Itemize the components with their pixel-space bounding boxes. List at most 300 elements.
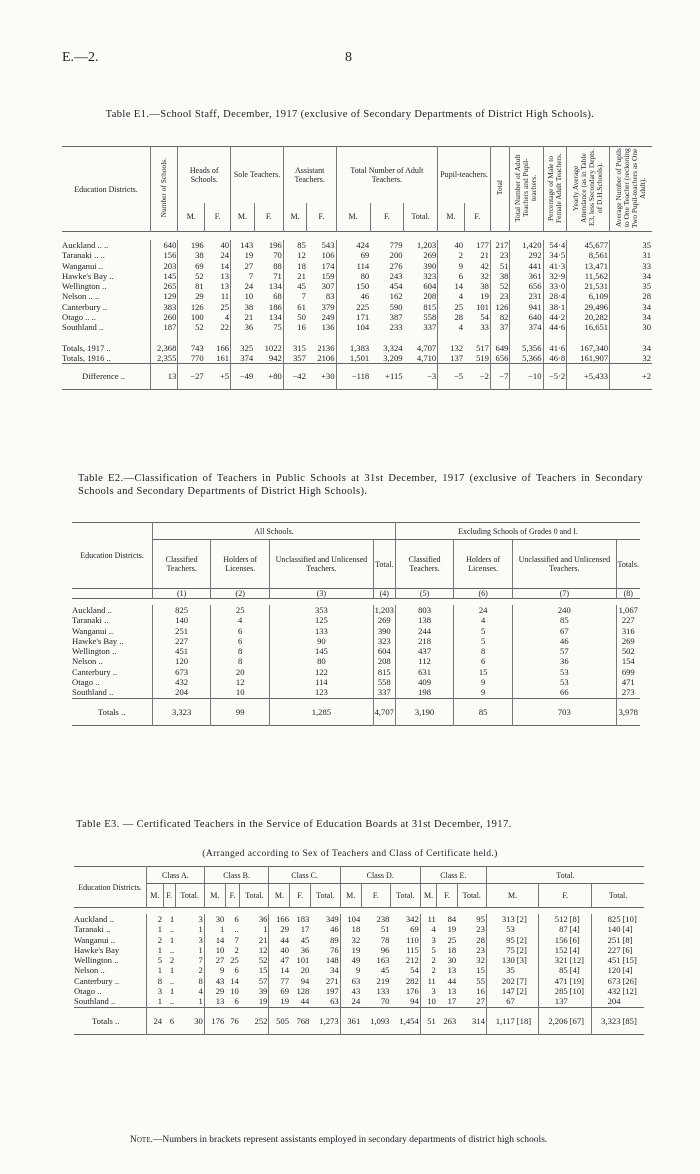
value-cell: 197 — [310, 986, 340, 996]
district-name: Taranaki — [72, 615, 102, 626]
value-cell: 33·0 — [543, 281, 567, 291]
value-cell: +115 — [385, 371, 403, 382]
e1-sub-m: M. — [336, 203, 370, 232]
bracket-cell: [2] — [516, 914, 539, 924]
value-cell: 942 — [254, 353, 283, 364]
value-cell: 361 — [510, 271, 543, 281]
value-cell: 54 — [464, 312, 490, 322]
value-cell: 45 — [380, 965, 390, 976]
value-cell: 21 — [240, 935, 269, 945]
value-cell: 432 — [153, 677, 211, 687]
district-name: Wellington — [74, 955, 112, 966]
district-name: Canterbury — [74, 975, 113, 986]
value-cell: 67 — [506, 996, 515, 1007]
value-cell: 1 — [175, 996, 204, 1007]
value-cell: 29 — [215, 986, 225, 997]
value-cell: 5 — [454, 626, 513, 636]
e3-sub-total: Total. — [175, 884, 204, 908]
value-cell: 558 — [373, 677, 395, 687]
e1-sub-m: M. — [231, 203, 255, 232]
table-row — [62, 250, 652, 260]
value-cell: 136 — [307, 322, 336, 332]
value-cell: 46 — [310, 924, 340, 934]
value-cell: 44 — [447, 975, 457, 986]
value-cell: 17 — [447, 996, 457, 1007]
value-cell: 1,117 — [495, 1015, 515, 1026]
value-cell: 34 — [642, 342, 651, 353]
value-cell: 67 — [513, 626, 616, 636]
e2-col-unclassified-excl: Unclassified and Unlicensed Teachers. — [513, 540, 616, 589]
value-cell: 451 — [607, 955, 621, 966]
leader-dots: .. — [110, 934, 116, 945]
value-cell: 1 — [169, 934, 175, 945]
value-cell: 156 — [151, 250, 178, 260]
value-cell: 4,707 — [404, 333, 438, 353]
value-cell: 1 — [157, 965, 163, 976]
value-cell: 517 — [464, 333, 490, 353]
e1-col-pupil: Pupil-teachers. — [438, 147, 491, 203]
value-cell: 204 — [607, 996, 621, 1007]
value-cell: −42 — [292, 371, 306, 382]
value-cell: 69 — [390, 924, 420, 934]
table-row — [72, 656, 640, 666]
value-cell: 148 — [310, 955, 340, 965]
value-cell: 176 — [211, 1015, 225, 1026]
bracket-cell: [15] — [622, 955, 637, 966]
value-cell: 14 — [215, 934, 225, 945]
district-cell — [74, 945, 147, 955]
value-cell: 5,356 — [510, 333, 543, 353]
value-cell: 167,340 — [567, 333, 610, 353]
e1-sub-total: Total. — [404, 203, 438, 232]
value-cell: 150 — [356, 281, 370, 292]
table-row — [74, 924, 644, 934]
value-cell: 505 — [276, 1015, 289, 1026]
value-cell: 41·3 — [543, 261, 567, 271]
value-cell: 243 — [389, 270, 403, 281]
value-cell: 779 — [389, 240, 403, 250]
value-cell: 171 — [356, 312, 370, 323]
district-cell — [74, 986, 147, 996]
bracket-cell: [12] — [569, 955, 592, 965]
value-cell: 54·4 — [543, 240, 567, 250]
value-cell: 32 — [464, 271, 490, 281]
leader-dots: .. — [114, 975, 120, 986]
e1-sub-f: F. — [307, 203, 336, 232]
leader-dots: .. — [109, 270, 114, 281]
e3-sub-m: M. — [204, 884, 225, 908]
e1-col-adult: Total Number of Adult Teachers. — [336, 147, 438, 203]
value-cell: 29 — [280, 924, 289, 935]
value-cell: 75 — [506, 944, 515, 955]
value-cell: 28 — [642, 291, 651, 302]
district-cell — [62, 364, 151, 389]
value-cell: 454 — [389, 281, 403, 292]
value-cell: 28 — [457, 935, 486, 945]
e1-col-schools: Number of Schools. — [159, 158, 169, 218]
value-cell: 590 — [389, 301, 403, 312]
value-cell: 251 — [153, 626, 211, 636]
leader-dots: .. — [106, 342, 111, 353]
value-cell: 21 — [464, 250, 490, 260]
bracket-cell: [8] — [622, 934, 633, 945]
district-cell — [74, 914, 147, 924]
value-cell: 156 — [554, 934, 568, 945]
value-cell: 233 — [389, 322, 403, 333]
district-name: Nelson — [72, 656, 97, 667]
value-cell: 2 — [157, 934, 163, 945]
value-cell: 212 — [390, 955, 420, 965]
value-cell: 315 — [292, 342, 306, 353]
value-cell: 471 — [554, 975, 568, 986]
value-cell: 82 — [490, 312, 509, 322]
value-cell: 2 — [157, 914, 163, 924]
e3-col-class: Class A. — [147, 867, 205, 884]
district-name: Wanganui — [62, 260, 97, 271]
value-cell: 25 — [211, 605, 270, 615]
value-cell: 99 — [211, 698, 270, 725]
e3-col-class: Class C. — [269, 867, 340, 884]
value-cell: 114 — [356, 260, 370, 271]
district-cell — [62, 302, 151, 312]
value-cell: 104 — [347, 914, 361, 924]
value-cell: 9 — [454, 687, 513, 698]
value-cell: 51 — [490, 261, 509, 271]
value-cell: 208 — [373, 656, 395, 666]
value-cell: 6 — [169, 1015, 175, 1026]
value-cell: 3,323 — [601, 1015, 621, 1026]
value-cell: 7 — [248, 270, 254, 281]
value-cell: 75 — [254, 322, 283, 332]
value-cell: 314 — [457, 1007, 486, 1034]
value-cell: 133 — [270, 626, 373, 636]
table-e3-caption: Table E3. — Certificated Teachers in the Service of Education Boards at 31st December, 1917. — [76, 819, 512, 830]
value-cell: 69 — [280, 986, 289, 997]
e2-col-holders: Holders of Licenses. — [211, 540, 270, 589]
table-row — [62, 271, 652, 281]
column-number: (1) — [153, 589, 211, 599]
district-cell — [74, 965, 147, 975]
value-cell: 51 — [427, 1015, 436, 1026]
value-cell: 50 — [297, 312, 306, 323]
value-cell: 61 — [297, 301, 306, 312]
value-cell: 19 — [280, 996, 289, 1007]
value-cell: 162 — [389, 291, 403, 302]
district-cell — [74, 976, 147, 986]
leader-dots: .. — [99, 322, 104, 333]
value-cell: 44·6 — [543, 322, 567, 332]
district-name: Totals — [98, 706, 119, 717]
value-cell: 383 — [151, 302, 178, 312]
value-cell: 47 — [280, 955, 289, 966]
value-cell: 1 — [240, 924, 269, 934]
value-cell: 11 — [205, 291, 231, 301]
value-cell: 19 — [244, 250, 254, 261]
value-cell: 69 — [360, 250, 370, 261]
value-cell: 4 — [454, 615, 513, 625]
value-cell: 19 — [351, 944, 361, 955]
value-cell: 46 — [360, 291, 370, 302]
value-cell: 502 — [621, 646, 635, 657]
value-cell: −27 — [190, 371, 204, 382]
district-cell — [62, 240, 151, 250]
value-cell: 316 — [621, 625, 635, 636]
value-cell: 5,366 — [510, 353, 543, 364]
value-cell: 673 — [153, 667, 211, 677]
value-cell: 22 — [205, 322, 231, 332]
value-cell: 57 — [240, 976, 269, 986]
column-number: (5) — [395, 589, 453, 599]
leader-dots: .. — [108, 625, 114, 636]
leader-dots: .. — [106, 352, 111, 363]
value-cell: 152 — [554, 944, 568, 955]
value-cell: −10 — [510, 364, 543, 389]
bracket-cell: [2] — [516, 945, 539, 955]
value-cell: 656 — [490, 353, 509, 364]
value-cell: 114 — [270, 677, 373, 687]
value-cell: 138 — [395, 615, 453, 625]
value-cell: 35 — [642, 281, 651, 292]
value-cell: .. — [169, 975, 175, 986]
value-cell: 29 — [195, 291, 204, 302]
value-cell: 649 — [490, 333, 509, 353]
value-cell: 307 — [307, 281, 336, 291]
district-cell — [62, 312, 151, 322]
value-cell: 57 — [513, 646, 616, 656]
value-cell: 123 — [270, 687, 373, 698]
value-cell: 35 — [506, 965, 515, 976]
value-cell: 3 — [431, 934, 436, 945]
district-name: Southland — [62, 322, 97, 333]
bracket-cell: [6] — [569, 935, 592, 945]
leader-dots: .. — [119, 635, 124, 646]
table-row — [74, 945, 644, 955]
value-cell: 176 — [390, 986, 420, 996]
e1-sub-f: F. — [254, 203, 283, 232]
value-cell: 19 — [447, 924, 457, 935]
value-cell: 95 — [457, 914, 486, 924]
bracket-cell: [26] — [622, 975, 637, 986]
value-cell: 7 — [301, 291, 306, 302]
table-row — [74, 965, 644, 975]
value-cell: 196 — [190, 240, 204, 250]
district-cell — [74, 924, 147, 934]
value-cell: 519 — [464, 353, 490, 364]
value-cell: 80 — [360, 270, 370, 281]
leader-dots: .. — [106, 924, 111, 935]
value-cell: 374 — [240, 352, 254, 363]
value-cell: 19 — [240, 996, 269, 1007]
e1-col-district: Education Districts. — [62, 147, 151, 232]
district-cell — [62, 322, 151, 332]
district-name: Southland — [74, 996, 109, 1007]
value-cell: 20 — [211, 667, 270, 677]
value-cell: 100 — [190, 312, 204, 323]
value-cell: 9 — [454, 677, 513, 687]
e3-note — [130, 1135, 547, 1145]
value-cell: 13 — [205, 271, 231, 281]
value-cell: 273 — [621, 687, 635, 698]
value-cell: 68 — [254, 291, 283, 301]
bracket-cell: [10] — [622, 914, 637, 924]
value-cell: 14 — [230, 975, 239, 986]
value-cell: 43 — [351, 986, 361, 997]
district-name: Hawke's Bay — [74, 944, 120, 955]
value-cell: .. — [234, 924, 239, 935]
leader-dots: .. — [104, 615, 109, 626]
bracket-cell: [85] — [622, 1015, 637, 1026]
value-cell: 6 — [211, 636, 270, 646]
bracket-cell — [569, 996, 592, 1007]
table-row — [72, 615, 640, 625]
value-cell: 126 — [490, 302, 509, 312]
value-cell: 631 — [395, 667, 453, 677]
value-cell: 23 — [457, 945, 486, 955]
value-cell: 12 — [211, 677, 270, 687]
value-cell: 6 — [211, 626, 270, 636]
value-cell: 14 — [280, 965, 289, 976]
value-cell: 66 — [513, 687, 616, 698]
value-cell: 4 — [458, 291, 464, 302]
value-cell: 3 — [157, 986, 163, 997]
page-code: E.—2. — [62, 50, 99, 65]
value-cell: 1022 — [254, 333, 283, 353]
column-number: (4) — [373, 589, 395, 599]
value-cell: 1 — [220, 924, 225, 935]
value-cell: 15 — [454, 667, 513, 677]
bracket-cell: [2] — [516, 986, 539, 996]
leader-dots: .. — [100, 250, 105, 261]
value-cell: 3,323 — [153, 698, 211, 725]
table-row — [74, 996, 644, 1007]
e1-sub-f: F. — [205, 203, 231, 232]
value-cell: 16,651 — [567, 322, 610, 332]
value-cell: 249 — [307, 312, 336, 322]
value-cell: 34 — [642, 301, 651, 312]
value-cell: 13 — [215, 996, 225, 1007]
value-cell: 53 — [513, 677, 616, 687]
value-cell: 20 — [300, 965, 310, 976]
value-cell: 1,383 — [349, 342, 370, 353]
table-e2-caption: Table E2.—Classification of Teachers in Public Schools at 31st December, 1917 (exclusive of Teachers in Secondary Schools and Secondary Departments of District High Schools). — [78, 473, 643, 497]
e3-sub-f: F. — [163, 884, 175, 908]
value-cell: 1 — [175, 945, 204, 955]
value-cell: 166 — [276, 914, 289, 924]
value-cell: 2 — [175, 965, 204, 975]
value-cell: 78 — [380, 934, 390, 945]
value-cell: 3 — [175, 914, 204, 924]
value-cell: 36 — [244, 322, 254, 333]
value-cell: 1,501 — [349, 352, 370, 363]
value-cell: 174 — [307, 261, 336, 271]
e1-sub-m: M. — [438, 203, 464, 232]
value-cell: 46·8 — [543, 353, 567, 364]
value-cell: 115 — [390, 945, 420, 955]
value-cell: 2,355 — [151, 353, 178, 364]
value-cell: 94 — [300, 975, 310, 986]
value-cell: 76 — [310, 945, 340, 955]
table-row — [72, 605, 640, 615]
value-cell: 2 — [431, 965, 436, 976]
value-cell: 1 — [169, 914, 175, 924]
value-cell: 2 — [458, 250, 464, 261]
value-cell: 40 — [280, 944, 289, 955]
value-cell: 71 — [254, 271, 283, 281]
table-row — [74, 914, 644, 924]
value-cell: 252 — [240, 1007, 269, 1034]
value-cell: 183 — [296, 914, 310, 924]
district-cell — [74, 955, 147, 965]
value-cell: 89 — [310, 935, 340, 945]
district-cell — [72, 687, 153, 698]
bracket-cell: [4] — [569, 965, 592, 975]
bracket-cell: [7] — [516, 976, 539, 986]
value-cell: 21,531 — [567, 281, 610, 291]
value-cell: 25 — [205, 302, 231, 312]
value-cell: 437 — [395, 646, 453, 656]
value-cell: 52 — [240, 955, 269, 965]
e3-sub-m: M. — [340, 884, 361, 908]
district-name: Nelson .. — [62, 291, 93, 302]
bracket-cell: [8] — [569, 914, 592, 924]
district-name: Canterbury — [72, 666, 111, 677]
value-cell: 129 — [151, 291, 178, 301]
value-cell: −7 — [490, 364, 509, 389]
value-cell: 24 — [205, 250, 231, 260]
value-cell: 1,273 — [310, 1007, 340, 1034]
value-cell: 208 — [404, 291, 438, 301]
value-cell: 6 — [234, 965, 239, 976]
table-e1-caption: Table E1.—School Staff, December, 1917 (exclusive of Secondary Departments of District High Schools). — [105, 109, 595, 120]
value-cell: 276 — [389, 260, 403, 271]
value-cell: 263 — [443, 1015, 457, 1026]
value-cell: 29,496 — [567, 302, 610, 312]
value-cell: 217 — [490, 240, 509, 250]
value-cell: 133 — [376, 986, 390, 997]
district-name: Taranaki — [74, 924, 104, 935]
value-cell: 94 — [390, 996, 420, 1007]
district-name: Auckland .. — [62, 240, 102, 250]
district-cell — [72, 677, 153, 687]
e1-sub-f: F. — [464, 203, 490, 232]
table-row — [72, 677, 640, 687]
value-cell: +80 — [254, 364, 283, 389]
totals-row — [74, 1007, 644, 1034]
value-cell: 11 — [427, 975, 436, 986]
leader-dots: .. — [115, 1015, 120, 1026]
bracket-cell: [19] — [569, 976, 592, 986]
e1-col-sole: Sole Teachers. — [231, 147, 284, 203]
value-cell: 18 — [447, 944, 457, 955]
value-cell: +5 — [205, 364, 231, 389]
value-cell: 3,978 — [618, 706, 638, 717]
e3-sub-m: M. — [269, 884, 290, 908]
bracket-cell: [3] — [516, 955, 539, 965]
value-cell: 38 — [195, 250, 204, 261]
value-cell: 471 — [621, 677, 635, 688]
table-row — [72, 667, 640, 677]
bracket-cell: [4] — [569, 924, 592, 934]
value-cell: .. — [169, 996, 175, 1007]
value-cell: 1 — [169, 965, 175, 976]
value-cell: 161,907 — [567, 353, 610, 364]
value-cell: 39 — [240, 986, 269, 996]
value-cell: 30 — [215, 914, 225, 924]
value-cell: 35 — [642, 240, 651, 250]
value-cell: 225 — [356, 301, 370, 312]
value-cell: 673 — [607, 975, 621, 986]
district-cell — [74, 1007, 147, 1034]
